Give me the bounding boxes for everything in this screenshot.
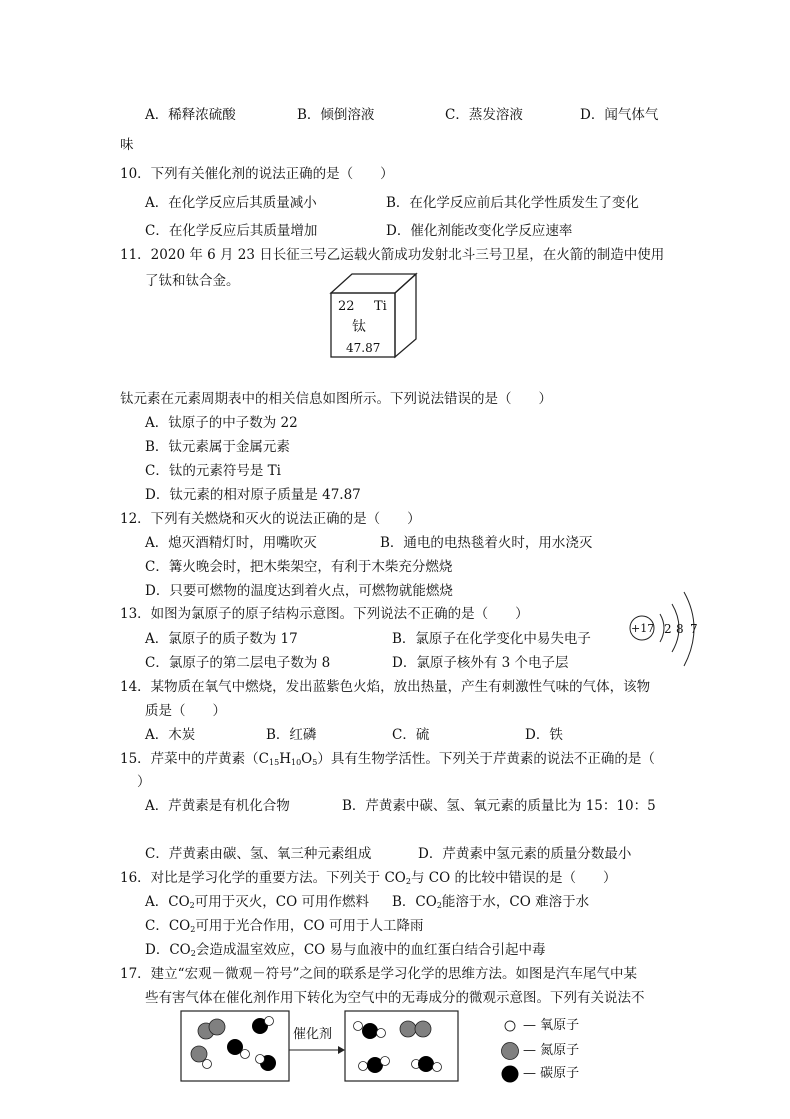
q9-option-a: A．稀释浓硫酸	[145, 107, 236, 123]
q10-option-b: B．在化学反应前后其化学性质发生了变化	[386, 195, 639, 211]
q15-stem-part-c: O	[301, 751, 313, 767]
q13-option-b: B．氯原子在化学变化中易失电子	[392, 631, 591, 647]
q16-option-d-start: D．CO	[145, 942, 191, 958]
q15-stem	[120, 750, 655, 772]
q16-option-d-sub: 2	[190, 949, 196, 958]
q14-option-c: C．硫	[392, 727, 430, 743]
q9-option-d: D．闻气体气	[580, 107, 659, 123]
element-name: 钛	[352, 319, 366, 335]
q14-option-d: D．铁	[525, 727, 563, 743]
q14-option-b: B．红磷	[266, 727, 317, 743]
q13-option-c: C．氯原子的第二层电子数为 8	[145, 655, 331, 671]
q16-option-b-start: B．CO	[392, 894, 437, 910]
q11-option-d: D．钛元素的相对原子质量是 47.87	[145, 487, 361, 503]
q13-option-a: A．氯原子的质子数为 17	[145, 631, 298, 647]
q15-sub-o: 5	[312, 758, 318, 767]
q16-option-b	[392, 893, 589, 915]
q11-stem-line2: 了钛和钛合金。	[145, 273, 240, 289]
q16-option-a-end: 可用于灭火，CO 可用作燃料	[194, 894, 369, 910]
q11-option-c: C．钛的元素符号是 Ti	[145, 463, 281, 479]
q11-option-a: A．钛原子的中子数为 22	[145, 415, 298, 431]
q17-stem-line1: 17．建立“宏观－微观－符号”之间的联系是学习化学的思维方法。如图是汽车尾气中某	[120, 966, 637, 982]
q11-question: 钛元素在元素周期表中的相关信息如图所示。下列说法错误的是（ ）	[120, 391, 552, 407]
atom-nucleus-charge: +17	[631, 622, 655, 635]
element-atomic-mass: 47.87	[346, 341, 381, 355]
q9-option-c: C．蒸发溶液	[445, 107, 523, 123]
q15-stem-part-a: 15．芹菜中的芹黄素（C	[120, 751, 270, 767]
q16-option-c-start: C．CO	[145, 918, 191, 934]
q15-stem-part-d: ）具有生物学活性。下列关于芹黄素的说法不正确的是（	[317, 751, 655, 767]
q15-option-a: A．芹黄素是有机化合物	[145, 798, 290, 814]
q16-option-c-sub: 2	[190, 925, 196, 934]
atom-shell-3: 7	[690, 622, 698, 636]
element-symbol: Ti	[374, 299, 387, 314]
q16-stem-part-a: 16．对比是学习化学的重要方法。下列关于 CO	[120, 870, 406, 886]
chlorine-atom-diagram	[620, 586, 700, 676]
q15-option-c: C．芹黄素由碳、氢、氧三种元素组成	[145, 846, 372, 862]
catalyst-label: 催化剂	[293, 1027, 333, 1042]
q16-stem-part-b: 与 CO 的比较中错误的是（ ）	[410, 870, 617, 886]
legend-oxygen-atom: — 氧原子	[523, 1018, 580, 1033]
q16-option-c	[145, 917, 424, 939]
q16-option-a-start: A．CO	[145, 894, 190, 910]
q16-option-a	[145, 893, 369, 915]
q14-stem-line2: 质是（ ）	[145, 703, 226, 719]
q11-option-b: B．钛元素属于金属元素	[145, 439, 290, 455]
q9-option-b: B．倾倒溶液	[297, 107, 375, 123]
q12-option-d: D．只要可燃物的温度达到着火点，可燃物就能燃烧	[145, 583, 453, 599]
q14-option-a: A．木炭	[145, 727, 196, 743]
q12-option-c: C．篝火晚会时，把木柴架空，有利于木柴充分燃烧	[145, 559, 453, 575]
atom-shell-2: 8	[676, 622, 684, 636]
q10-stem: 10．下列有关催化剂的说法正确的是（ ）	[120, 166, 394, 182]
q16-option-d-end: 会造成温室效应，CO 易与血液中的血红蛋白结合引起中毒	[195, 942, 546, 958]
q16-option-c-end: 可用于光合作用，CO 可用于人工降雨	[195, 918, 424, 934]
q16-option-a-sub: 2	[189, 901, 195, 910]
q13-stem: 13．如图为氯原子的原子结构示意图。下列说法不正确的是（ ）	[120, 606, 529, 622]
q11-stem-line1: 11．2020 年 6 月 23 日长征三号乙运载火箭成功发射北斗三号卫星，在火箭的制造中使用	[120, 247, 665, 263]
element-atomic-number: 22	[338, 299, 355, 314]
q16-stem	[120, 869, 616, 891]
q14-stem-line1: 14．某物质在氧气中燃烧，发出蓝紫色火焰，放出热量，产生有刺激性气味的气体，该物	[120, 679, 651, 695]
q16-option-d	[145, 941, 546, 963]
element-card-titanium	[328, 271, 420, 361]
q9-option-d-wrap: 味	[120, 137, 134, 153]
q10-option-d: D．催化剂能改变化学反应速率	[386, 223, 573, 239]
q10-option-a: A．在化学反应后其质量减小	[145, 195, 317, 211]
q10-option-c: C．在化学反应后其质量增加	[145, 223, 318, 239]
q15-option-d: D．芹黄素中氢元素的质量分数最小	[418, 846, 632, 862]
q15-sub-h: 10	[290, 758, 302, 767]
reaction-diagram	[180, 1010, 600, 1085]
q16-stem-sub: 2	[405, 877, 411, 886]
legend-nitrogen-atom: — 氮原子	[523, 1043, 580, 1058]
q16-option-b-sub: 2	[436, 901, 442, 910]
legend-carbon-atom: — 碳原子	[523, 1066, 580, 1081]
atom-shell-1: 2	[664, 622, 672, 636]
q17-stem-line2: 些有害气体在催化剂作用下转化为空气中的无毒成分的微观示意图。下列有关说法不	[145, 990, 645, 1006]
q15-option-b: B．芹黄素中碳、氢、氧元素的质量比为 15：10：5	[342, 798, 656, 814]
q16-option-b-end: 能溶于水，CO 难溶于水	[441, 894, 590, 910]
q13-option-d: D．氯原子核外有 3 个电子层	[392, 655, 569, 671]
q12-option-a: A．熄灭酒精灯时，用嘴吹灭	[145, 535, 317, 551]
q15-stem-line2: ）	[137, 774, 151, 790]
q15-stem-part-b: H	[279, 751, 291, 767]
q12-option-b: B．通电的电热毯着火时，用水浇灭	[380, 535, 593, 551]
q15-sub-c: 15	[269, 758, 280, 767]
q12-stem: 12．下列有关燃烧和灭火的说法正确的是（ ）	[120, 511, 421, 527]
